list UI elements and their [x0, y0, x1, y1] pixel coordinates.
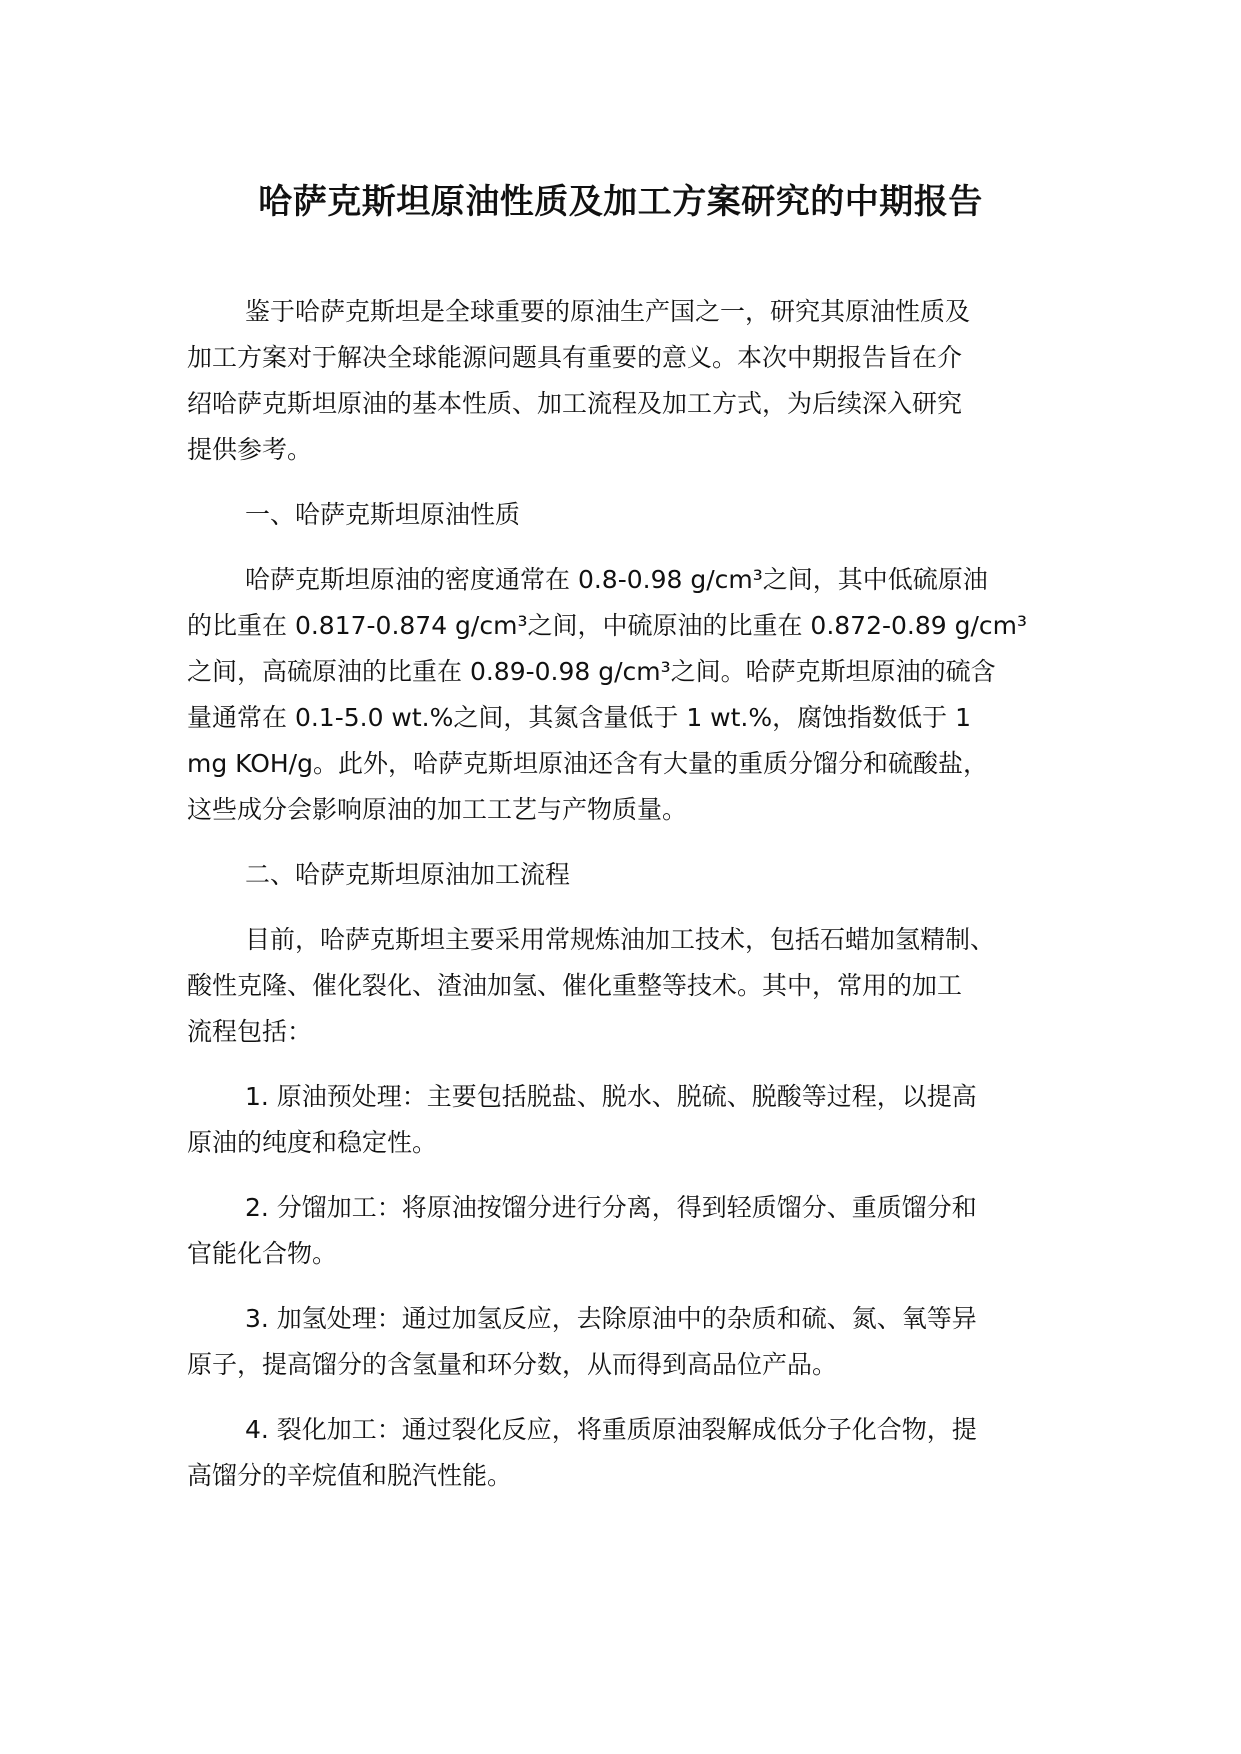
text-line: 绍哈萨克斯坦原油的基本性质、加工流程及加工方式，为后续深入研究 [187, 389, 963, 418]
text-line: 酸性克隆、催化裂化、渣油加氢、催化重整等技术。其中，常用的加工 [187, 971, 963, 1000]
text-line: 原子，提高馏分的含氢量和环分数，从而得到高品位产品。 [187, 1350, 838, 1379]
text-line: 鉴于哈萨克斯坦是全球重要的原油生产国之一，研究其原油性质及 [245, 297, 971, 326]
text-line: 3. 加氢处理：通过加氢反应，去除原油中的杂质和硫、氮、氧等异 [245, 1304, 977, 1333]
text-line: 官能化合物。 [187, 1239, 338, 1268]
section-heading [187, 852, 1067, 898]
section-heading-text: 二、哈萨克斯坦原油加工流程 [245, 860, 571, 889]
intro-paragraph [187, 289, 1067, 473]
document-title: 哈萨克斯坦原油性质及加工方案研究的中期报告 [258, 182, 983, 222]
text-line: 目前，哈萨克斯坦主要采用常规炼油加工技术，包括石蜡加氢精制、 [245, 925, 996, 954]
text-line: 原油的纯度和稳定性。 [187, 1128, 438, 1157]
section-heading-text: 一、哈萨克斯坦原油性质 [245, 500, 521, 529]
text-line: 加工方案对于解决全球能源问题具有重要的意义。本次中期报告旨在介 [187, 343, 963, 372]
text-line: 高馏分的辛烷值和脱汽性能。 [187, 1461, 513, 1490]
text-line: 量通常在 0.1-5.0 wt.%之间，其氮含量低于 1 wt.%，腐蚀指数低于 1 [187, 703, 971, 732]
process-paragraph [187, 917, 1067, 1055]
text-line: mg KOH/g。此外，哈萨克斯坦原油还含有大量的重质分馏分和硫酸盐， [187, 749, 988, 778]
list-item [187, 1185, 1067, 1277]
list-item [187, 1074, 1067, 1166]
properties-paragraph [187, 557, 1067, 833]
text-line: 流程包括： [187, 1017, 313, 1046]
text-line: 1. 原油预处理：主要包括脱盐、脱水、脱硫、脱酸等过程，以提高 [245, 1082, 977, 1111]
text-line: 的比重在 0.817-0.874 g/cm³之间，中硫原油的比重在 0.872-0.89 g/cm³ [187, 611, 1028, 640]
list-item [187, 1296, 1067, 1388]
document-body [187, 289, 1067, 1499]
text-line: 哈萨克斯坦原油的密度通常在 0.8-0.98 g/cm³之间，其中低硫原油 [245, 565, 988, 594]
section-heading [187, 492, 1067, 538]
text-line: 4. 裂化加工：通过裂化反应，将重质原油裂解成低分子化合物，提 [245, 1415, 977, 1444]
text-line: 提供参考。 [187, 435, 313, 464]
text-line: 这些成分会影响原油的加工工艺与产物质量。 [187, 795, 688, 824]
text-line: 2. 分馏加工：将原油按馏分进行分离，得到轻质馏分、重质馏分和 [245, 1193, 977, 1222]
list-item [187, 1407, 1067, 1499]
text-line: 之间，高硫原油的比重在 0.89-0.98 g/cm³之间。哈萨克斯坦原油的硫含 [187, 657, 996, 686]
